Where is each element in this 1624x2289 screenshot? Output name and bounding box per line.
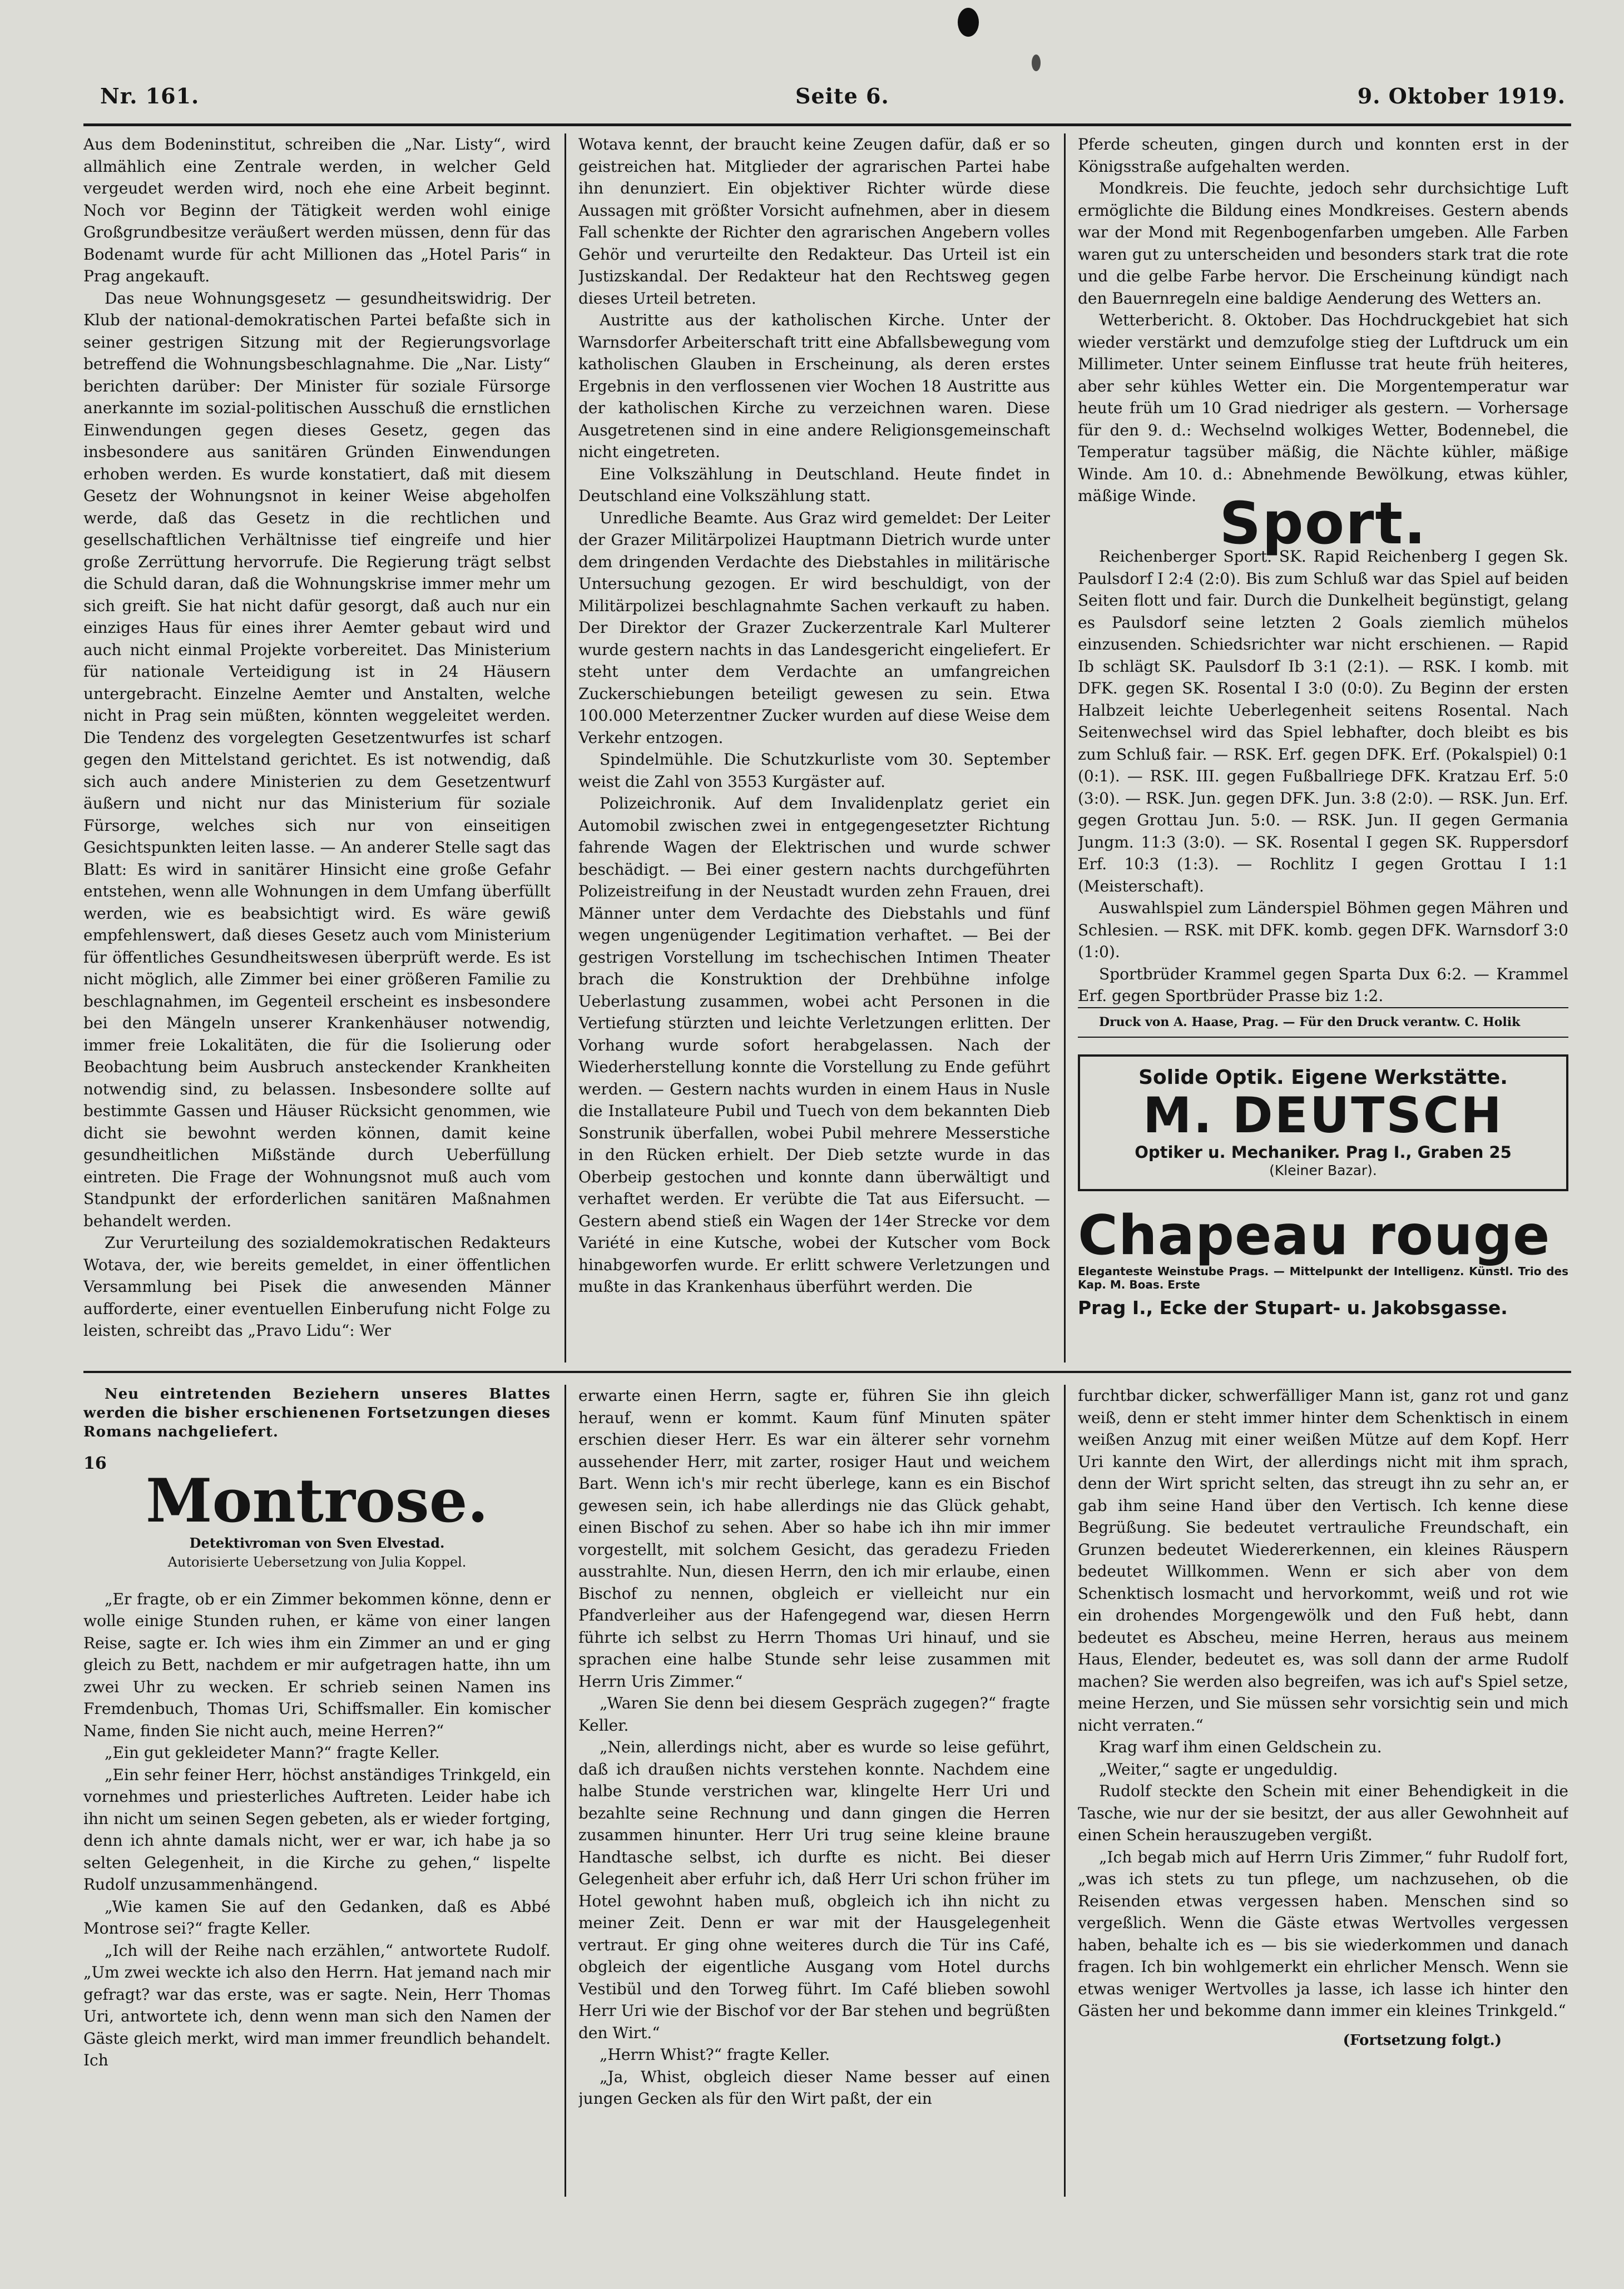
novel-column-2 xyxy=(578,1385,1050,2186)
column-rule xyxy=(565,133,566,1362)
article-wotava-cont: Wotava kennt, der braucht keine Zeugen dafür, daß er so geistreichen hat. Mitglieder der agrarischen Partei habe ihn denunziert. Ein objektiver Richter würde diese Aussagen mit größter Vorsicht aufnehmen, aber in diesem Fall schenkte der Richter den agrarischen Angebern volles Gehör und verurteilte den Redakteur. Das Urteil ist ein Justizskandal. Der Redakteur hat den Rechtsweg gegen dieses Urteil betreten. xyxy=(578,135,1050,308)
news-column-1 xyxy=(83,133,551,1365)
ad-optik-deutsch xyxy=(1078,1054,1568,1191)
column-rule xyxy=(565,1385,566,2197)
ad-chapeau-name: Chapeau rouge xyxy=(1078,1203,1551,1267)
news-column-3 xyxy=(1078,133,1568,1365)
novel-translation: Autorisierte Uebersetzung von Julia Koppel. xyxy=(167,1554,467,1570)
article-wohnungsgesetz: Das neue Wohnungsgesetz — gesundheitswidrig. Der Klub der national-demokratischen Partei befaßte sich in seiner gestrigen Sitzung mit der Regierungsvorlage betreffend die Wohnungsbeschlagnahme. Die „Nar. Listy“ berichten darüber: Der Minister für soziale Fürsorge anerkannte im sozial-politischen Ausschuß die ernstlichen Einwendungen gegen dieses Gesetz, gegen das insbesondere aus sanitären Gründen Einwendungen erhoben werden. Es wurde konstatiert, daß mit diesem Gesetz der Wohnungsnot in keiner Weise abgeholfen werde, daß das Gesetz in die rechtlichen und gesellschaftlichen Verhältnisse tief eingreife und hier große Zerrüttung hervorrufe. Die Regierung trägt selbst die Schuld daran, daß die Wohnungskrise immer mehr um sich greift. Sie hat nicht dafür gesorgt, daß auch nur ein einziges Haus für eines ihrer Aemter gebaut wird und auch nicht einmal Projekte vorbereitet. Das Ministerium für nationale Verteidigung ist in 24 Häusern untergebracht. Einzelne Aemter und Anstalten, welche nicht in Prag sein müßten, könnten weggeleitet werden. Die Tendenz des vorgelegten Gesetzentwurfes ist scharf gegen den Mittelstand gerichtet. Es ist notwendig, daß sich auch andere Ministerien zu dem Gesetzentwurf äußern und nicht nur das Ministerium für soziale Fürsorge, welches sich nur von einseitigen Gesichtspunkten leiten lasse. — An anderer Stelle sagt das Blatt: Es wird in sanitärer Hinsicht eine große Gefahr entstehen, wenn alle Wohnungen in dem Umfang überfüllt werden, wie es beabsichtigt wird. Es wäre gewiß empfehlenswert, daß dieses Gesetz auch vom Ministerium für öffentliches Gesundheitswesen überprüft werde. Es ist nicht möglich, alle Zimmer bei einer größeren Familie zu beschlagnahmen, im Gegenteil erscheint es insbesondere bei den Mängeln unserer Krankenhäuser notwendig, immer freie Lokalitäten, die für die Isolierung oder Beobachtung beim Ausbruch ansteckender Krankheiten notwendig sind, zu belassen. Insbesondere sollte auf bestimmte Gassen und Häuser Rücksicht genommen, wie dicht sie bewohnt werden können, damit keine gesundheitlichen Mißstände durch Ueberfüllung eintreten. Die Frage der Wohnungsnot muß auch vom Standpunkt der erforderlichen sanitären Maßnahmen behandelt werden. xyxy=(83,289,551,1230)
article-polizeichronik: Polizeichronik. Auf dem Invalidenplatz geriet ein Automobil zwischen zwei in entgegengesetzter Richtung fahrende Wagen der Elektrischen und wurde schwer beschädigt. — Bei einer gestern nachts durchgeführten Polizeistreifung in der Neustadt wurden zehn Frauen, drei Männer unter dem Verdachte des Diebstahls und fünf wegen ungenügender Legitimation verhaftet. — Bei der gestrigen Vorstellung im tschechischen Intimen Theater brach die Konstruktion der Drehbühne infolge Ueberlastung zusammen, wobei acht Personen in die Vertiefung stürzten und leichte Verletzungen erlitten. Der Vorhang wurde sofort herabgelassen. Nach der Wiederherstellung konnte die Vorstellung zu Ende geführt werden. — Gestern nachts wurden in einem Haus in Nusle die Installateure Pubil und Tuech von dem bekannten Dieb Sonstrunik überfallen, wobei Pubil mehrere Messerstiche in den Rücken erhielt. Der Dieb setzte wurde in das Oberbeip gestochen und konnte dann überwältigt und verhaftet werden. Er verübte die Tat aus Eifersucht. — Gestern abend stieß ein Wagen der 14er Strecke vor dem Variété in eine Kutsche, wobei der Kutscher vom Bock hinabgeworfen wurde. Er erlitt schwere Verletzungen und mußte in das Krankenhaus überführt werden. Die xyxy=(578,794,1050,1296)
novel-continuation: (Fortsetzung folgt.) xyxy=(1343,2032,1502,2049)
article-wetterbericht: Wetterbericht. 8. Oktober. Das Hochdruckgebiet hat sich wieder verstärkt und demzufolge stieg der Luftdruck um ein Millimeter. Unter seinem Einflusse trat heute früh heiteres, aber sehr kühles Wetter ein. Die Morgentemperatur war heute früh um 10 Grad niedriger als gestern. — Vorhersage für den 9. d.: Wechselnd wolkiges Wetter, Bodennebel, die Temperatur tagsüber mäßig, die Nächte kühler, mäßige Winde. Am 10. d.: Abnehmende Bewölkung, etwas kühler, mäßige Winde. xyxy=(1078,311,1568,505)
sport-reichenberg: Reichenberger Sport. SK. Rapid Reichenberg I gegen Sk. Paulsdorf I 2:4 (2:0). Bis zum Schluß war das Spiel auf beiden Seiten flott und fair. Durch die Dunkelheit begünstigt, gelang es Paulsdorf seine letzten 2 Goals ziemlich mühelos einzusenden. Schiedsrichter war nicht erschienen. — Rapid Ib schlägt SK. Paulsdorf Ib 3:1 (2:1). — RSK. I komb. mit DFK. gegen SK. Rosental I 3:0 (0:0). Zu Beginn der ersten Halbzeit leichte Ueberlegenheit seitens Rosental. Nach Seitenwechsel wird das Spiel lebhafter, doch bleibt es bis zum Schluß fair. — RSK. Erf. gegen DFK. Erf. (Pokalspiel) 0:1 (0:1). — RSK. III. gegen Fußballriege DFK. Kratzau Erf. 5:0 (3:0). — RSK. Jun. gegen DFK. Jun. 3:8 (2:0). — RSK. Jun. Erf. gegen Grottau Jun. 5:0. — RSK. Jun. II gegen Germania Jungm. 11:3 (3:0). — SK. Rosental I gegen SK. Ruppersdorf Erf. 10:3 (1:3). — Rochlitz I gegen Grottau I 1:1 (Meisterschaft). xyxy=(1078,547,1568,895)
novel-paragraph: „Er fragte, ob er ein Zimmer bekommen könne, denn er wolle einige Stunden ruhen, er käme von einer langen Reise, sagte er. Ich wies ihm ein Zimmer an und er ging gleich zu Bett, nachdem er mir aufgetragen hatte, ihn um zwei Uhr zu wecken. Er schrieb seinen Namen ins Fremdenbuch, Thomas Uri, Schiffsmaller. Ein komischer Name, finden Sie nicht auch, meine Herren?“ xyxy=(83,1589,551,1740)
article-bodeninstitut: Aus dem Bodeninstitut, schreiben die „Nar. Listy“, wird allmählich eine Zentrale werden, in welcher Geld vergeudet werden wird, noch ehe eine Arbeit beginnt. Noch vor Beginn der Tätigkeit werden wohl einige Großgrundbesitze veräußert werden müssen, denn für das Bodenamt wurde für acht Millionen das „Hotel Paris“ in Prag angekauft. xyxy=(83,135,551,285)
article-kirchenaustritte: Austritte aus der katholischen Kirche. Unter der Warnsdorfer Arbeiterschaft tritt eine Abfallsbewegung vom katholischen Glauben in Erscheinung, als deren erstes Ergebnis in den verflossenen vier Wochen 18 Austritte aus der katholischen Kirche zu verzeichnen waren. Diese Ausgetretenen sind in eine andere Religionsgemeinschaft nicht eingetreten. xyxy=(578,311,1050,461)
novel-paragraph: „Herrn Whist?“ fragte Keller. xyxy=(600,2045,830,2064)
article-spindelmuehle: Spindelmühle. Die Schutzkurliste vom 30. September weist die Zahl von 3553 Kurgäster auf. xyxy=(578,750,1050,791)
ink-speck xyxy=(1032,54,1041,71)
novel-paragraph: „Ein gut gekleideter Mann?“ fragte Keller. xyxy=(105,1743,440,1762)
novel-paragraph: „Wie kamen Sie auf den Gedanken, daß es Abbé Montrose sei?“ fragte Keller. xyxy=(83,1897,551,1938)
column-rule xyxy=(1064,1385,1066,2197)
issue-number: Nr. 161. xyxy=(100,83,200,108)
novel-installment-number: 16 xyxy=(83,1454,107,1473)
novel-paragraph: furchtbar dicker, schwerfälliger Mann ist, ganz rot und ganz weiß, denn er steht immer hinter dem Schenktisch in einem weißen Anzug mit einer weißen Mütze auf dem Kopf. Herr Uri kannte den Wirt, der allerdings nicht mit ihm sprach, denn der Wirt spricht selten, das streugt ihn zu sehr an, er gab ihm seine Hand über den Vertisch. Ich kenne diese Begrüßung. Sie bedeutet vertrauliche Freundschaft, ein Grunzen bedeutet Wiedererkennen, ein kleines Räuspern bedeutet Willkommen. Wenn er sich aber von dem Schenktisch losmacht und hervorkommt, weiß und rot wie ein drohendes Morgengewölk und den Fuß hebt, dann bedeutet es Abscheu, meine Herren, heraus aus meinem Haus, Elender, bedeutet es, was soll dann der arme Rudolf machen? Sie werden also begreifen, was ich auf's Spiel setze, meine Herzen, und Sie müssen sehr vorsichtig sein und mich nicht verraten.“ xyxy=(1078,1386,1568,1735)
article-pferde: Pferde scheuten, gingen durch und konnten erst in der Königsstraße aufgehalten werden. xyxy=(1078,135,1568,176)
novel-column-3 xyxy=(1078,1385,1568,2186)
article-mondkreis: Mondkreis. Die feuchte, jedoch sehr durchsichtige Luft ermöglichte die Bildung eines Mondkreises. Gestern abends war der Mond mit Regenbogenfarben umgeben. Alle Farben waren gut zu unterscheiden und besonders stark trat die rote und die gelbe Farbe hervor. Die Erscheinung kündigt nach den Bauernregeln eine baldige Aenderung des Wetters an. xyxy=(1078,179,1568,308)
page-header xyxy=(78,83,1571,122)
novel-paragraph: „Ich begab mich auf Herrn Uris Zimmer,“ fuhr Rudolf fort, „was ich stets zu tun pflege, um nachzusehen, ob die Reisenden etwas vergessen haben. Menschen sind so vergeßlich. Wenn die Gäste etwas Wertvolles vergessen haben, behalte ich es — bis sie wiederkommen und danach fragen. Ich bin wohlgemerkt ein ehrlicher Mensch. Wenn sie etwas weniger Wertvolles ja lasse, ich lasse ich hinter den Gästen her und bekomme dann immer ein kleines Trinkgeld.“ xyxy=(1078,1847,1568,2020)
novel-paragraph: „Ein sehr feiner Herr, höchst anständiges Trinkgeld, ein vornehmes und priesterliches Auftreten. Leider habe ich ihn nicht um seinen Segen gebeten, als er wieder fortging, denn ich ahnte damals nicht, wer er war, ich habe ja so selten Gelegenheit, in die Kirche zu gehen,“ lispelte Rudolf unzusammenhängend. xyxy=(83,1765,551,1894)
novel-paragraph: Krag warf ihm einen Geldschein zu. xyxy=(1099,1738,1382,1756)
novel-paragraph: „Waren Sie denn bei diesem Gespräch zugegen?“ fragte Keller. xyxy=(578,1694,1050,1735)
article-unredliche-beamte: Unredliche Beamte. Aus Graz wird gemeldet: Der Leiter der Grazer Militärpolizei Hauptmann Dietrich wurde unter dem dringenden Verdachte des Diebstahles in militärische Untersuchung gezogen. Er wird beschuldigt, von der Militärpolizei beschlagnahmte Sachen verkauft zu haben. Der Direktor der Grazer Zuckerzentrale Karl Multerer wurde gestern nachts in das Landesgericht eingeliefert. Er steht unter dem Verdachte an umfangreichen Zuckerschiebungen beteiligt gewesen zu sein. Etwa 100.000 Meterzentner Zucker wurden auf diese Weise dem Verkehr entzogen. xyxy=(578,508,1050,747)
novel-paragraph: „Nein, allerdings nicht, aber es wurde so leise geführt, daß ich draußen nichts verstehen konnte. Nachdem eine halbe Stunde verstrichen war, klingelte Herr Uri und bezahlte seine Rechnung und dann gingen die Herren zusammen hinunter. Herr Uri trug seine kleine braune Handtasche selbst, ich durfte es nicht. Bei dieser Gelegenheit aber erfuhr ich, daß Herr Uri schon früher im Hotel gewohnt haben muß, obgleich ich ihn nicht zu meiner Zeit. Denn er war mit der Hausgelegenheit vertraut. Er ging ohne weiteres durch die Tür ins Café, obgleich der eigentliche Ausgang vom Hotel durchs Vestibül und den Torweg führt. Im Café blieben sowohl Herr Uri wie der Bischof vor der Bar stehen und begrüßten den Wirt.“ xyxy=(578,1738,1050,2042)
ad-optik-name: M. DEUTSCH xyxy=(1143,1086,1503,1144)
novel-paragraph: „Ich will der Reihe nach erzählen,“ antwortete Rudolf. „Um zwei weckte ich also den Herrn. Hat jemand nach mir gefragt? war das erste, was er sagte. Nein, Herr Thomas Uri, antwortete ich, denn wenn man sich den Namen der Gäste gleich merkt, wird man immer freundlich behandelt. Ich xyxy=(83,1941,551,2069)
novel-notice: Neu eintretenden Beziehern unseres Blattes werden die bisher erschienenen Fortsetzungen dieses Romans nachgeliefert. xyxy=(83,1386,551,1440)
novel-paragraph: „Weiter,“ sagte er ungeduldig. xyxy=(1099,1760,1338,1778)
article-wotava: Zur Verurteilung des sozialdemokratischen Redakteurs Wotava, der, wie bereits gemeldet, in einer öffentlichen Versammlung bei Pisek die anwesenden Männer aufforderte, einer eventuellen Einberufung nicht Folge zu leisten, schreibt das „Pravo Lidu“: Wer xyxy=(83,1233,551,1340)
sport-krammel: Sportbrüder Krammel gegen Sparta Dux 6:2. — Krammel Erf. gegen Sportbrüder Prasse biz 1:2. xyxy=(1078,964,1568,1005)
novel-subtitle: Detektivroman von Sven Elvestad. xyxy=(189,1534,445,1551)
novel-paragraph: erwarte einen Herrn, sagte er, führen Sie ihn gleich herauf, wenn er kommt. Kaum fünf Minuten später erschien dieser Herr. Es war ein älterer sehr vornehm aussehender Herr, mit zarter, rosiger Haut und weichem Bart. Wenn ich's mir recht überlege, kann es ein Bischof gewesen sein, ich habe allerdings nie das Glück gehabt, einen Bischof zu sehen. Aber so habe ich ihn mir immer vorgestellt, mit solchem Gesicht, das geradezu Frieden ausstrahlte. Nun, diesen Herrn, den ich mir erlaube, einen Bischof zu nennen, obgleich er vielleicht nur ein Pfandverleiher aus der Hafengegend war, diesen Herrn führte ich selbst zu Herrn Thomas Uri hinauf, und sie sprachen eine halbe Stunde sehr leise zusammen mit Herrn Uris Zimmer.“ xyxy=(578,1386,1050,1691)
sport-heading: Sport. xyxy=(1219,489,1427,557)
novel-title: Montrose. xyxy=(145,1465,489,1536)
printer-imprint: Druck von A. Haase, Prag. — Für den Druck verantw. C. Holik xyxy=(1078,1007,1568,1038)
ad-optik-tagline: Solide Optik. Eigene Werkstätte. xyxy=(1138,1066,1508,1089)
ad-optik-sub: (Kleiner Bazar). xyxy=(1269,1162,1377,1178)
section-rule xyxy=(83,1371,1571,1373)
ad-chapeau-tagline: Eleganteste Weinstube Prags. — Mittelpunkt der Intelligenz. Künstl. Trio des Kap. M. Boas. Erste xyxy=(1078,1264,1568,1291)
article-volkszaehlung: Eine Volkszählung in Deutschland. Heute findet in Deutschland eine Volkszählung statt. xyxy=(578,464,1050,505)
novel-paragraph: Rudolf steckte den Schein mit einer Behendigkeit in die Tasche, wie nur der sie besitzt, der aus aller Gewohnheit auf einen Schein herauszugeben vergißt. xyxy=(1078,1782,1568,1844)
novel-paragraph: „Ja, Whist, obgleich dieser Name besser auf einen jungen Gecken als für den Wirt paßt, der ein xyxy=(578,2067,1050,2108)
sport-auswahlspiel: Auswahlspiel zum Länderspiel Böhmen gegen Mähren und Schlesien. — RSK. mit DFK. komb. gegen DFK. Warnsdorf 3:0 (1:0). xyxy=(1078,899,1568,961)
header-rule xyxy=(83,123,1571,126)
novel-column-1 xyxy=(83,1385,551,2186)
column-rule xyxy=(1064,133,1066,1362)
news-column-2 xyxy=(578,133,1050,1365)
issue-date: 9. Oktober 1919. xyxy=(1357,83,1566,108)
ad-optik-address: Optiker u. Mechaniker. Prag I., Graben 25 xyxy=(1135,1142,1512,1162)
ink-blot xyxy=(958,8,979,37)
ad-chapeau-address: Prag I., Ecke der Stupart- u. Jakobsgasse. xyxy=(1078,1296,1508,1319)
ad-chapeau-rouge xyxy=(1078,1203,1568,1319)
page-number: Seite 6. xyxy=(795,83,889,108)
